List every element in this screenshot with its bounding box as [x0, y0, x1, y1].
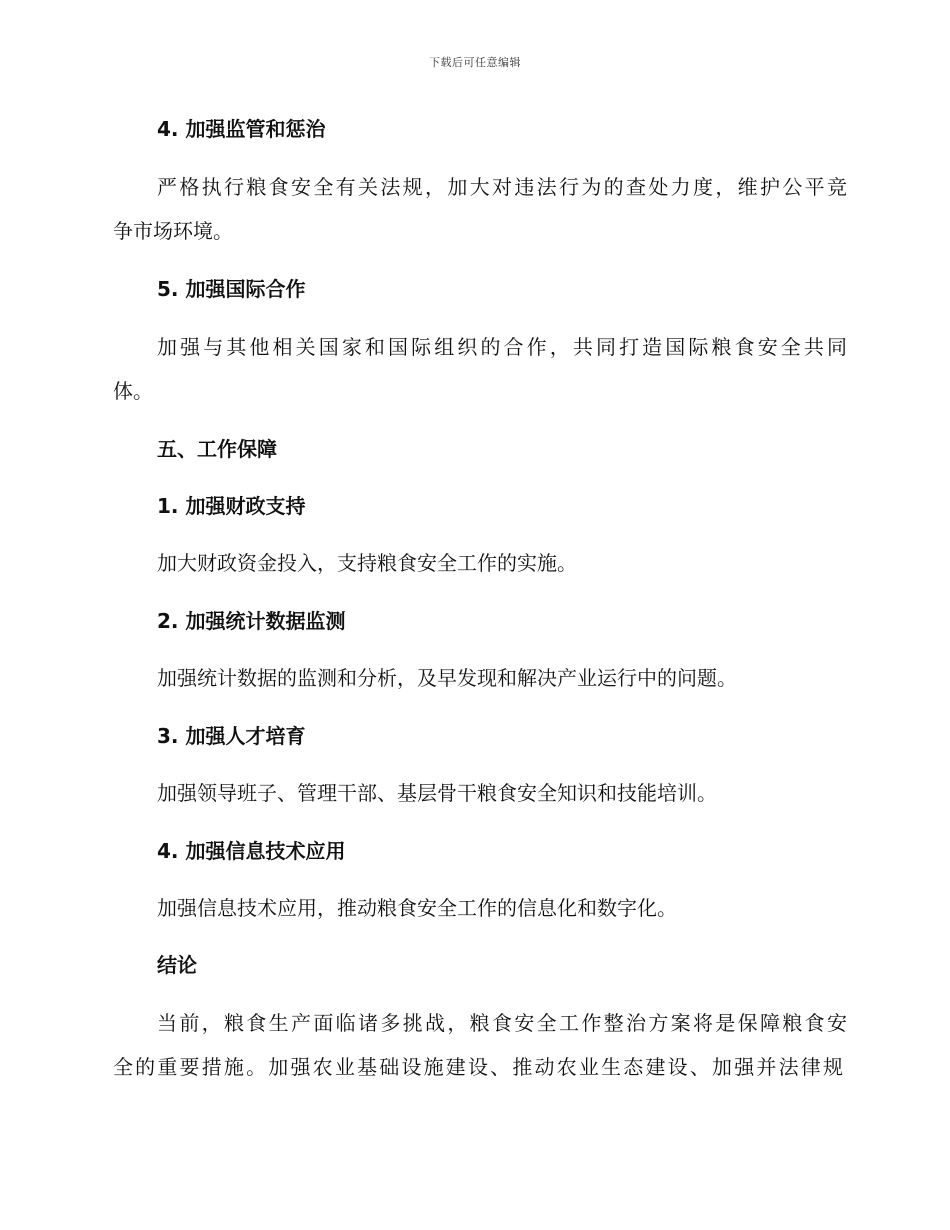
paragraph-line: 加强统计数据的监测和分析，及早发现和解决产业运行中的问题。: [157, 666, 737, 690]
section-heading: 4. 加强信息技术应用: [157, 839, 346, 863]
paragraph-line: 加大财政资金投入，支持粮食安全工作的实施。: [157, 551, 577, 575]
page-header-note: 下载后可任意编辑: [429, 56, 521, 69]
section-heading: 3. 加强人才培育: [157, 724, 306, 748]
section-heading: 1. 加强财政支持: [157, 494, 306, 518]
chapter-heading: 五、工作保障: [157, 437, 277, 461]
paragraph-line: 严格执行粮食安全有关法规，加大对违法行为的查处力度，维护公平竞: [157, 175, 847, 199]
paragraph-line: 加强信息技术应用，推动粮食安全工作的信息化和数字化。: [157, 896, 677, 920]
paragraph-line: 加强与其他相关国家和国际组织的合作，共同打造国际粮食安全共同: [157, 335, 847, 359]
section-heading: 5. 加强国际合作: [157, 277, 306, 301]
paragraph-line: 全的重要措施。加强农业基础设施建设、推动农业生态建设、加强并法律规: [113, 1055, 843, 1079]
paragraph-line: 当前，粮食生产面临诸多挑战，粮食安全工作整治方案将是保障粮食安: [157, 1011, 847, 1035]
section-heading: 2. 加强统计数据监测: [157, 609, 346, 633]
conclusion-heading: 结论: [157, 953, 197, 977]
section-heading: 4. 加强监管和惩治: [157, 117, 326, 141]
paragraph-line: 争市场环境。: [113, 219, 233, 243]
paragraph-line: 体。: [113, 379, 153, 403]
paragraph-line: 加强领导班子、管理干部、基层骨干粮食安全知识和技能培训。: [157, 781, 717, 805]
